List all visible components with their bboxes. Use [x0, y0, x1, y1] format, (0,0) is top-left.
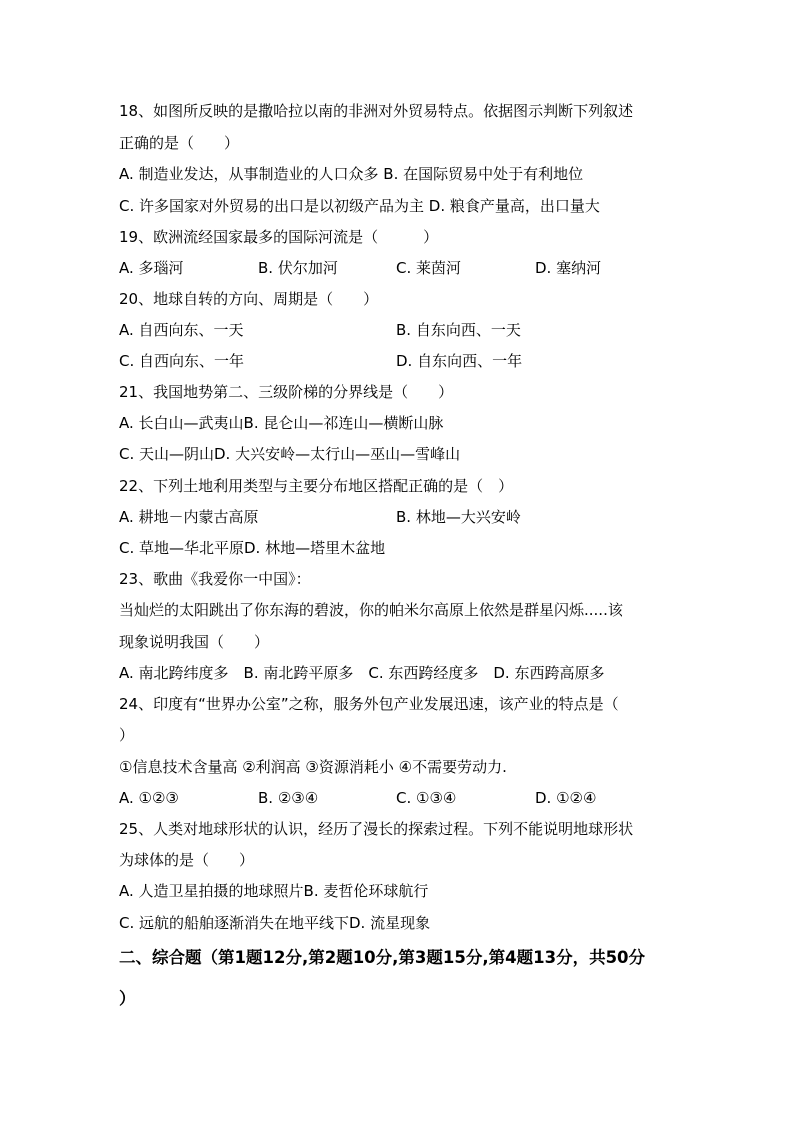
- q22-options-cd: C. 草地—华北平原D. 林地—塔里木盆地: [119, 539, 386, 557]
- q24-statements: ①信息技术含量高 ②利润高 ③资源消耗小 ④不需要劳动力.: [119, 758, 507, 776]
- q23-stem: 23、歌曲《我爱你一中国》：: [119, 570, 311, 588]
- q23-lyric: 当灿烂的太阳跳出了你东海的碧波，你的帕米尔高原上依然是群星闪烁.....该: [119, 601, 623, 619]
- q18-options-cd: C. 许多国家对外贸易的出口是以初级产品为主 D. 粮食产量高，出口量大: [119, 197, 600, 215]
- q20-option-d: D. 自东向西、一年: [396, 352, 523, 370]
- q25-stem-line1: 25、人类对地球形状的认识，经历了漫长的探索过程。下列不能说明地球形状: [119, 820, 634, 838]
- q19-option-c: C. 莱茵河: [396, 259, 462, 277]
- q24-option-d: D. ①②④: [535, 789, 597, 807]
- section2-heading-line2: ）: [119, 989, 136, 1008]
- section2-heading-line1: 二、综合题（第1题12分,第2题10分,第3题15分,第4题13分，共50分: [119, 948, 646, 967]
- q18-options-ab: A. 制造业发达，从事制造业的人口众多 B. 在国际贸易中处于有利地位: [119, 165, 584, 183]
- q22-option-a: A. 耕地－内蒙古高原: [119, 508, 259, 526]
- q20-option-a: A. 自西向东、一天: [119, 321, 244, 339]
- q25-options-cd: C. 远航的船舶逐渐消失在地平线下D. 流星现象: [119, 914, 431, 932]
- q21-stem: 21、我国地势第二、三级阶梯的分界线是（ ）: [119, 383, 454, 401]
- q18-stem-line1: 18、如图所反映的是撒哈拉以南的非洲对外贸易特点。依据图示判断下列叙述: [119, 102, 634, 120]
- q22-option-b: B. 林地—大兴安岭: [396, 508, 521, 526]
- q24-option-a: A. ①②③: [119, 789, 179, 807]
- q24-option-c: C. ①③④: [396, 789, 457, 807]
- q24-stem-line2: ）: [119, 726, 135, 744]
- q22-stem: 22、下列土地利用类型与主要分布地区搭配正确的是（ ）: [119, 477, 514, 495]
- q19-option-d: D. 塞纳河: [535, 259, 602, 277]
- q21-options-ab: A. 长白山—武夷山B. 昆仑山—祁连山—横断山脉: [119, 414, 444, 432]
- q24-option-b: B. ②③④: [258, 789, 319, 807]
- q19-option-b: B. 伏尔加河: [258, 259, 338, 277]
- q25-stem-line2: 为球体的是（ ）: [119, 851, 255, 869]
- q20-option-b: B. 自东向西、一天: [396, 321, 521, 339]
- q19-stem: 19、欧洲流经国家最多的国际河流是（ ）: [119, 228, 439, 246]
- q20-stem: 20、地球自转的方向、周期是（ ）: [119, 290, 379, 308]
- q20-option-c: C. 自西向东、一年: [119, 352, 245, 370]
- q25-options-ab: A. 人造卫星拍摄的地球照片B. 麦哲伦环球航行: [119, 882, 429, 900]
- q23-options: A. 南北跨纬度多 B. 南北跨平原多 C. 东西跨经度多 D. 东西跨高原多: [119, 664, 605, 682]
- q18-stem-line2: 正确的是（ ）: [119, 134, 240, 152]
- q21-options-cd: C. 天山—阴山D. 大兴安岭—太行山—巫山—雪峰山: [119, 445, 461, 463]
- q24-stem-line1: 24、印度有“世界办公室”之称，服务外包产业发展迅速，该产业的特点是（: [119, 695, 619, 713]
- q19-option-a: A. 多瑙河: [119, 259, 184, 277]
- q23-stem-line2: 现象说明我国（ ）: [119, 633, 270, 651]
